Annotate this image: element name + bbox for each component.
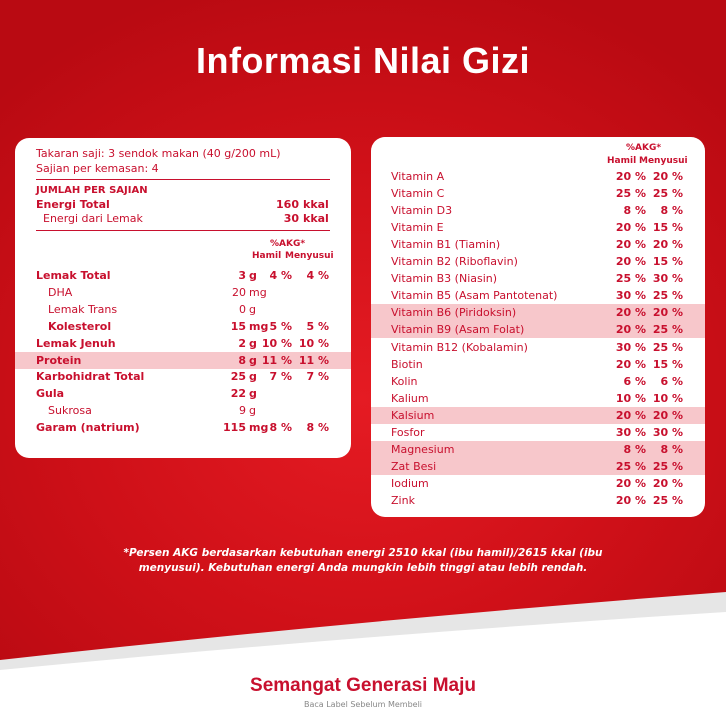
energy-total-value: 160 — [276, 198, 299, 211]
nutrient-row — [15, 352, 351, 369]
nutrient-value: 3 — [238, 269, 246, 282]
vitamin-label: Zink — [391, 493, 415, 507]
akg-menyusui: 25 % — [652, 187, 683, 201]
akg-menyusui: 20 % — [652, 306, 683, 320]
vitamin-label: Vitamin B5 (Asam Pantotenat) — [391, 289, 558, 303]
akg-menyusui: 20 % — [652, 408, 683, 422]
nutrient-row — [15, 419, 351, 436]
vitamin-row — [371, 287, 705, 304]
vitamin-label: Zat Besi — [391, 459, 437, 473]
col-hamil-header: Hamil — [607, 156, 637, 166]
akg-hamil: 8 % — [623, 204, 646, 218]
vitamin-row — [371, 219, 705, 236]
nutrient-row — [15, 301, 351, 318]
akg-hamil: 20 % — [615, 493, 646, 507]
akg-menyusui: 25 % — [652, 289, 683, 303]
akg-menyusui: 8 % — [306, 421, 329, 435]
nutrient-row — [15, 402, 351, 419]
akg-hamil: 20 % — [615, 255, 646, 269]
divider — [36, 230, 330, 231]
vitamin-row — [371, 424, 705, 441]
akg-menyusui: 8 % — [660, 442, 683, 456]
akg-hamil: 20 % — [615, 238, 646, 252]
akg-menyusui: 10 % — [652, 391, 683, 405]
col-hamil-header: Hamil — [252, 251, 282, 261]
divider — [36, 179, 330, 180]
akg-hamil: 11 % — [261, 353, 292, 367]
vitamin-row — [371, 321, 705, 338]
akg-menyusui: 20 % — [652, 476, 683, 490]
vitamin-label: Vitamin B9 (Asam Folat) — [391, 323, 525, 337]
akg-hamil: 20 % — [615, 221, 646, 235]
vitamin-row — [371, 407, 705, 424]
akg-menyusui: 25 % — [652, 323, 683, 337]
akg-hamil: 6 % — [623, 374, 646, 388]
akg-hamil: 20 % — [615, 357, 646, 371]
akg-hamil: 4 % — [269, 269, 292, 282]
akg-hamil: 10 % — [615, 391, 646, 405]
akg-menyusui: 20 % — [652, 238, 683, 252]
vitamin-row — [371, 339, 705, 356]
energy-fat-value: 30 — [283, 212, 299, 225]
nutrient-row — [15, 318, 351, 335]
vitamin-label: Fosfor — [391, 425, 425, 439]
vitamin-row — [371, 492, 705, 509]
energy-fat-row — [15, 210, 351, 227]
col-menyusui-header: Menyusui — [639, 156, 688, 166]
akg-menyusui: 25 % — [652, 340, 683, 354]
vitamin-row — [371, 168, 705, 185]
nutrient-unit: g — [249, 387, 257, 401]
nutrient-label: Gula — [36, 387, 65, 401]
nutrient-value: 8 — [238, 353, 246, 367]
vitamin-label: Vitamin B2 (Riboflavin) — [391, 255, 518, 269]
akg-hamil: 8 % — [269, 421, 292, 435]
vitamin-label: Vitamin A — [391, 170, 445, 183]
vitamin-row — [371, 270, 705, 287]
nutrient-unit: g — [249, 336, 257, 350]
nutrient-value: 20 — [232, 285, 246, 299]
nutrient-row — [15, 335, 351, 352]
nutrient-unit: g — [249, 353, 257, 367]
vitamin-label: Vitamin B6 (Piridoksin) — [391, 306, 517, 320]
vitamin-label: Kalsium — [391, 408, 435, 422]
nutrient-value: 15 — [230, 319, 246, 333]
akg-hamil: 25 % — [615, 272, 646, 286]
page-title: Informasi Nilai Gizi — [195, 40, 531, 81]
akg-menyusui: 15 % — [652, 255, 683, 269]
akg-hamil: 7 % — [269, 370, 292, 384]
akg-hamil: 25 % — [615, 187, 646, 201]
nutrient-value: 2 — [238, 336, 246, 350]
akg-menyusui: 11 % — [298, 353, 329, 367]
vitamin-row — [371, 373, 705, 390]
slogan: Semangat Generasi Maju — [250, 675, 476, 696]
akg-menyusui: 25 % — [652, 459, 683, 473]
nutrient-row — [15, 267, 351, 284]
nutrient-label: Protein — [36, 353, 82, 367]
vitamin-row — [371, 185, 705, 202]
akg-menyusui: 30 % — [652, 425, 683, 439]
nutrient-unit: mg — [249, 285, 267, 299]
serving-size: Takaran saji: 3 sendok makan (40 g/200 mL) — [36, 147, 281, 160]
col-menyusui-header: Menyusui — [285, 251, 334, 261]
vitamin-row — [371, 390, 705, 407]
vitamin-label: Kalium — [391, 391, 429, 405]
vitamin-label: Vitamin B3 (Niasin) — [391, 272, 498, 286]
slogan-sub: Baca Label Sebelum Membeli — [303, 700, 423, 709]
vitamin-label: Vitamin D3 — [391, 204, 453, 218]
nutrient-unit: g — [249, 370, 257, 384]
nutrient-label: Lemak Total — [36, 269, 111, 282]
per-serving-heading: JUMLAH PER SAJIAN — [36, 185, 148, 196]
akg-menyusui: 30 % — [652, 272, 683, 286]
nutrient-row — [15, 385, 351, 402]
akg-header: %AKG* — [626, 143, 662, 153]
vitamin-label: Vitamin B1 (Tiamin) — [391, 238, 501, 252]
akg-menyusui: 5 % — [306, 319, 329, 333]
akg-hamil: 20 % — [615, 306, 646, 320]
energy-total-unit: kkal — [303, 198, 329, 211]
energy-fat-label: Energi dari Lemak — [43, 212, 143, 225]
nutrient-value: 115 — [223, 421, 246, 435]
akg-menyusui: 15 % — [652, 221, 683, 235]
vitamin-row — [371, 475, 705, 492]
akg-menyusui: 10 % — [298, 336, 329, 350]
vitamin-row — [371, 202, 705, 219]
vitamin-row — [371, 356, 705, 373]
vitamin-mineral-card — [371, 137, 705, 517]
nutrient-label: DHA — [48, 285, 73, 299]
vitamin-row — [371, 458, 705, 475]
vitamin-label: Iodium — [391, 476, 429, 490]
nutrient-value: 9 — [239, 404, 246, 418]
akg-hamil: 30 % — [615, 340, 646, 354]
nutrient-label: Kolesterol — [48, 319, 112, 333]
akg-header: %AKG* — [270, 239, 306, 249]
vitamin-label: Vitamin C — [391, 187, 445, 201]
vitamin-label: Magnesium — [391, 442, 455, 456]
energy-fat-unit: kkal — [303, 212, 329, 225]
nutrient-value: 25 — [230, 370, 246, 384]
vitamin-row — [371, 236, 705, 253]
akg-menyusui: 4 % — [306, 269, 329, 282]
akg-hamil: 5 % — [269, 319, 292, 333]
nutrient-label: Garam (natrium) — [36, 421, 140, 435]
vitamin-label: Vitamin B12 (Kobalamin) — [391, 340, 528, 354]
akg-menyusui: 7 % — [306, 370, 329, 384]
nutrient-row — [15, 284, 351, 301]
nutrient-unit: g — [249, 404, 256, 418]
akg-hamil: 8 % — [623, 442, 646, 456]
akg-menyusui: 15 % — [652, 357, 683, 371]
vitamin-row — [371, 441, 705, 458]
akg-hamil: 10 % — [261, 336, 292, 350]
nutrient-row — [15, 368, 351, 385]
akg-footnote: *Persen AKG berdasarkan kebutuhan energi 2510 kkal (ibu hamil)/2615 kkal (ibu menyusui). Kebutuhan energi Anda mungkin lebih tinggi atau lebih rendah. — [123, 547, 603, 574]
nutrient-unit: g — [249, 269, 257, 282]
nutrient-label: Lemak Trans — [48, 302, 118, 316]
nutrition-facts-card — [15, 138, 351, 458]
vitamin-label: Kolin — [391, 374, 418, 388]
akg-menyusui: 25 % — [652, 493, 683, 507]
akg-hamil: 20 % — [615, 476, 646, 490]
akg-hamil: 20 % — [615, 408, 646, 422]
nutrient-value: 0 — [239, 302, 246, 316]
akg-hamil: 30 % — [615, 425, 646, 439]
nutrient-value: 22 — [230, 387, 246, 401]
nutrient-unit: g — [249, 302, 256, 316]
akg-hamil: 30 % — [615, 289, 646, 303]
nutrient-unit: mg — [249, 421, 269, 435]
nutrient-label: Karbohidrat Total — [36, 370, 145, 384]
akg-menyusui: 8 % — [660, 204, 683, 218]
akg-hamil: 20 % — [615, 170, 646, 183]
akg-hamil: 25 % — [615, 459, 646, 473]
akg-menyusui: 20 % — [652, 170, 683, 183]
vitamin-row — [371, 253, 705, 270]
servings-per-pack: Sajian per kemasan: 4 — [36, 162, 159, 175]
vitamin-label: Biotin — [391, 357, 423, 371]
akg-menyusui: 6 % — [660, 374, 683, 388]
energy-total-label: Energi Total — [36, 198, 110, 211]
nutrient-label: Sukrosa — [48, 404, 92, 418]
nutrient-label: Lemak Jenuh — [36, 336, 116, 350]
vitamin-row — [371, 304, 705, 321]
akg-hamil: 20 % — [615, 323, 646, 337]
vitamin-label: Vitamin E — [391, 221, 444, 235]
nutrient-unit: mg — [249, 319, 269, 333]
